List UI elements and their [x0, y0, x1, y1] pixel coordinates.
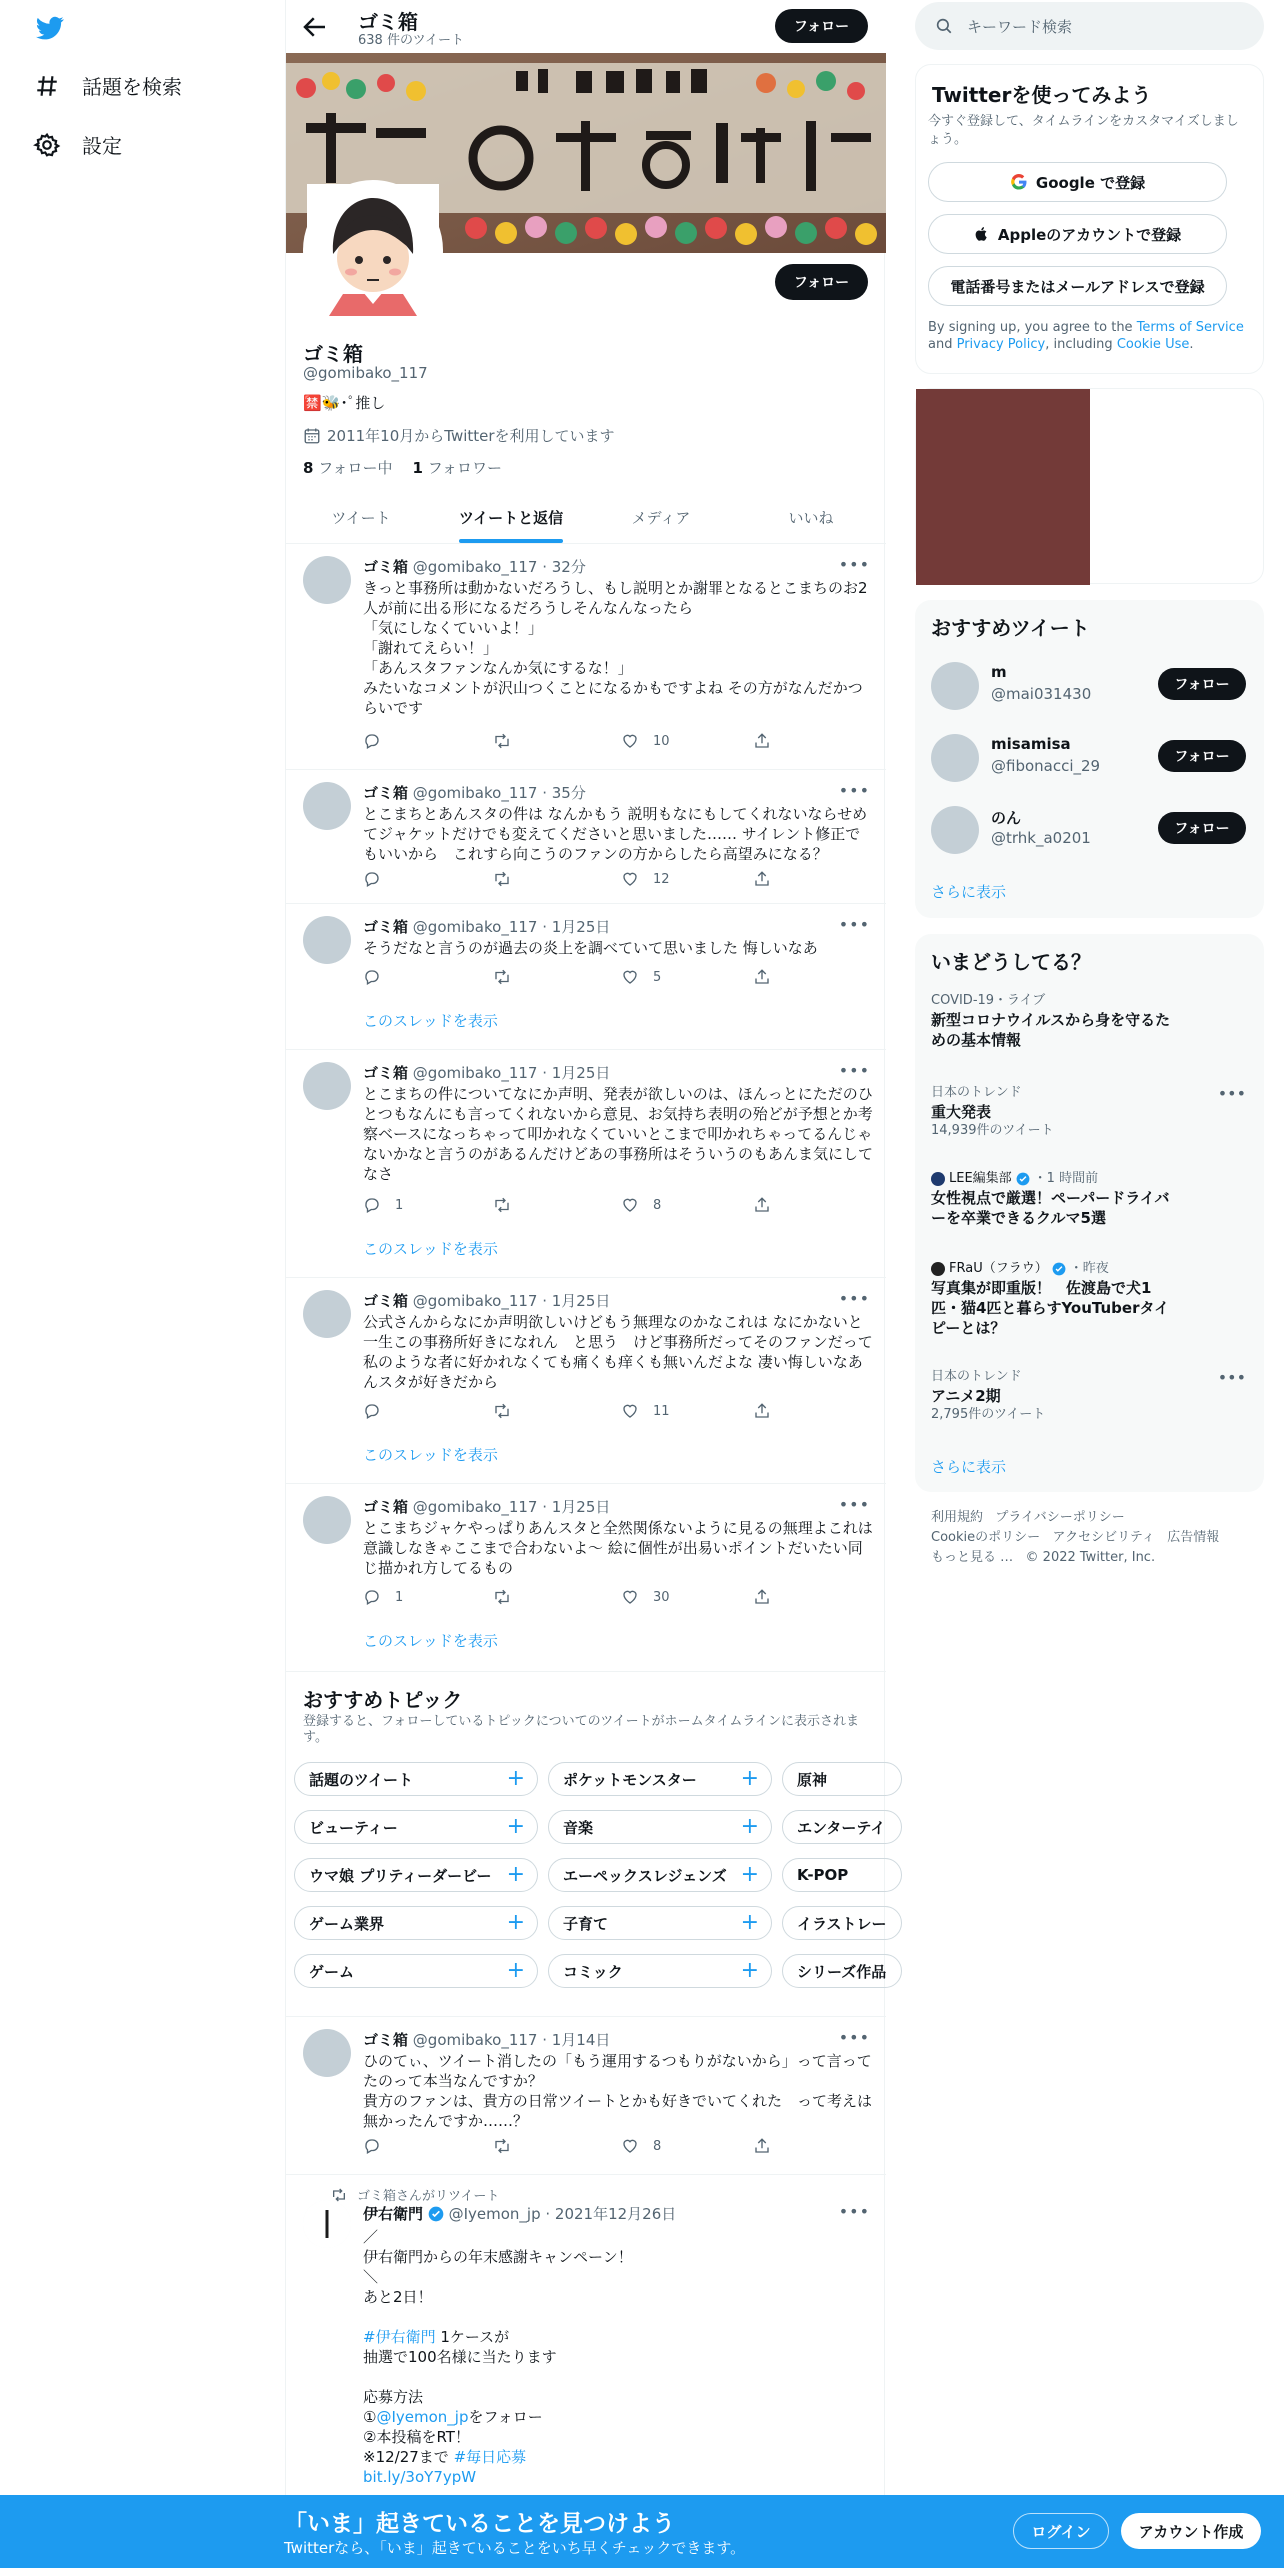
share-icon [753, 1196, 771, 1214]
like-count: 5 [653, 969, 662, 985]
retweet-icon [493, 968, 511, 986]
user-handle: @fibonacci_29 [991, 757, 1101, 775]
tweet-time[interactable]: 35分 [551, 784, 586, 802]
bottom-title: 「いま」起きていることを見つけよう [284, 2511, 675, 2537]
mention-link[interactable]: @Iyemon_jp [376, 2408, 469, 2426]
tweet-actions [363, 732, 793, 752]
apple-signup-button[interactable] [928, 214, 1227, 254]
tweet-author-name[interactable]: ゴミ箱 [363, 558, 409, 576]
retweet-button[interactable] [493, 1402, 525, 1420]
tweet-text: 公式さんからなにか声明欲しいけどもう無理なのかなこれは なにかないと一生この事務所好きになれん と思う けど事務所だってそのファンだって私のような者に好かれなくても痛くも痒くも無いんだよな 凄い悔しいなあんスタが好きだから [363, 1313, 873, 1391]
calendar-icon [303, 427, 321, 445]
like-count: 11 [653, 1403, 670, 1419]
topic-chip[interactable] [782, 1954, 902, 1988]
reply-icon [363, 2137, 381, 2155]
tweet-avatar[interactable] [303, 1290, 351, 1338]
more-icon[interactable]: ••• [838, 2202, 870, 2221]
like-button[interactable] [621, 732, 670, 750]
cookie-link[interactable]: Cookie Use [1116, 337, 1190, 352]
like-button[interactable] [621, 870, 670, 888]
share-button[interactable] [753, 1402, 771, 1420]
tweet-time[interactable]: 1月25日 [551, 1292, 611, 1310]
profile-follow-stats [303, 457, 502, 478]
share-button[interactable] [753, 732, 771, 750]
trend-item[interactable]: FRaU（フラウ） ・昨夜 写真集が即重版！ 佐渡島で犬1匹・猫4匹と暮らすYouTuberタイピーとは？ [931, 1261, 1170, 1337]
retweet-button[interactable] [493, 968, 525, 986]
tweet-text: とこまちの件についてなにか声明、発表が欲しいのは、ほんっとにただのひとつもなんにも言ってくれないから意見、お気持ち表明の殆どが予想とか考察ベースになっちゃって叩かれなくていいとこまで叩かれちゃってるんじゃないかなと言うのがあるんだけどあの事務所はそういうのもあんま気にしてなさ [363, 1085, 874, 1183]
bottom-subtitle: Twitterなら、「いま」起きていることをいち早くチェックできます。 [284, 2539, 746, 2557]
recommended-tweets-card [915, 600, 1264, 918]
nav-settings-label: 設定 [82, 134, 122, 158]
more-icon[interactable]: ••• [838, 915, 870, 934]
like-icon [621, 732, 639, 750]
topic-label: ポケットモンスター [563, 1770, 697, 1789]
footer-accessibility[interactable]: アクセシビリティ [1052, 1530, 1155, 1545]
tab-tweets[interactable]: ツイート [331, 509, 391, 527]
share-icon [753, 968, 771, 986]
tweet-author-name[interactable]: ゴミ箱 [363, 784, 409, 802]
tweet-actions [363, 870, 793, 890]
topic-chip[interactable] [294, 1906, 538, 1940]
user-handle: @trhk_a0201 [991, 829, 1091, 847]
show-thread-link[interactable]: このスレッドを表示 [363, 1632, 498, 1650]
topic-chip[interactable] [782, 1762, 902, 1796]
retweet-time[interactable]: 2021年12月26日 [554, 2205, 677, 2223]
tweet-header: ゴミ箱 @gomibako_117 · 1月25日 [363, 1498, 611, 1516]
tweet-avatar[interactable] [303, 916, 351, 964]
plus-icon[interactable]: + [506, 1910, 525, 1935]
retweet-item[interactable] [286, 2175, 886, 2495]
topic-chip[interactable] [548, 1858, 772, 1892]
topic-label: エーペックスレジェンズ [563, 1866, 727, 1885]
show-thread-link[interactable]: このスレッドを表示 [363, 1446, 498, 1464]
apple-signup-label: Appleのアカウントで登録 [997, 225, 1182, 244]
reply-count: 1 [395, 1589, 404, 1605]
tweet-avatar[interactable] [303, 1496, 351, 1544]
retweet-context [331, 2185, 499, 2204]
tweet-author-name[interactable]: ゴミ箱 [363, 1064, 409, 1082]
tweet-text: そうだなと言うのが過去の炎上を調べていて思いました 悔しいなあ [363, 939, 818, 957]
like-button[interactable] [621, 2137, 661, 2155]
phone-email-signup-button[interactable]: 電話番号またはメールアドレスで登録 [928, 266, 1227, 306]
trends-show-more-link[interactable]: さらに表示 [931, 1458, 1007, 1476]
header-name: ゴミ箱 [358, 10, 418, 34]
retweet-icon [493, 1402, 511, 1420]
trends-card [915, 934, 1264, 1492]
tweet-header: ゴミ箱 @gomibako_117 · 1月14日 [363, 2031, 611, 2049]
reply-icon [363, 1402, 381, 1420]
footer-privacy[interactable]: プライバシーポリシー [995, 1510, 1125, 1525]
tab-media[interactable]: メディア [631, 509, 691, 527]
following-link[interactable] [303, 457, 392, 478]
reply-button[interactable] [363, 1588, 403, 1606]
followers-label: フォロワー [427, 459, 502, 477]
google-signup-label: Google で登録 [1035, 173, 1146, 192]
signup-title: Twitterを使ってみよう [932, 83, 1152, 107]
tweet[interactable] [286, 2017, 886, 2175]
topic-label: ゲーム [309, 1962, 355, 1981]
user-avatar[interactable] [931, 734, 979, 782]
tab-likes[interactable]: いいね [788, 509, 834, 527]
tweet-header: ゴミ箱 @gomibako_117 · 32分 [363, 558, 586, 576]
twitter-logo-icon[interactable] [34, 14, 66, 42]
tweet-author-handle[interactable]: @gomibako_117 [412, 1064, 538, 1082]
tweet-author-handle[interactable]: @gomibako_117 [412, 1498, 538, 1516]
follow-button[interactable]: フォロー [1158, 740, 1246, 772]
tweet-text: きっと事務所は動かないだろうし、もし説明とか謝罪となるとこまちのお2人が前に出る形になるだろうしそんなんなったら 「気にしなくていいよ！」 「謝れてえらい！」 「あんスタファンなんか気にするな！」 みたいなコメントが沢山つくことになるかもですよね その方がなんだかつらいです [363, 579, 868, 717]
like-button[interactable] [621, 1402, 670, 1420]
media-tiles[interactable] [915, 388, 1264, 584]
share-icon [753, 2137, 771, 2155]
topic-chip[interactable] [294, 1762, 538, 1796]
topic-label: コミック [563, 1962, 623, 1981]
hashtag-link[interactable]: #伊右衛門 [363, 2328, 436, 2346]
like-icon [621, 1402, 639, 1420]
topic-label: 子育て [563, 1914, 609, 1933]
topic-label: K-POP [797, 1866, 849, 1884]
profile-follow-button[interactable]: フォロー [775, 264, 868, 300]
reply-icon [363, 1196, 381, 1214]
retweet-icon [493, 1588, 511, 1606]
topic-label: ビューティー [309, 1818, 398, 1837]
trends-title: いまどうしてる？ [931, 950, 1091, 974]
reply-icon [363, 968, 381, 986]
topic-chip[interactable] [782, 1810, 902, 1844]
topic-chip[interactable] [782, 1858, 902, 1892]
reply-button[interactable] [363, 2137, 395, 2155]
retweet-icon [493, 732, 511, 750]
user-name: misamisa [991, 735, 1071, 753]
tweet-author-name[interactable]: ゴミ箱 [363, 2031, 409, 2049]
topic-chip[interactable] [294, 1810, 538, 1844]
tweet-time[interactable]: 32分 [551, 558, 586, 576]
more-icon[interactable]: ••• [1217, 1084, 1246, 1103]
show-thread-link[interactable]: このスレッドを表示 [363, 1012, 498, 1030]
tweet-actions [363, 1402, 793, 1422]
publisher-avatar-icon [931, 1262, 945, 1276]
topic-label: イラストレー [797, 1914, 887, 1933]
reply-button[interactable] [363, 968, 395, 986]
iyemon-logo-icon [303, 2200, 351, 2248]
more-icon[interactable]: ••• [838, 1289, 870, 1308]
retweet-author-handle[interactable]: @Iyemon_jp [448, 2205, 541, 2223]
url-link[interactable]: bit.ly/3oY7ypW [363, 2468, 477, 2486]
tweet-avatar[interactable] [303, 556, 351, 604]
plus-icon[interactable]: + [740, 1910, 759, 1935]
show-more-link[interactable]: さらに表示 [931, 883, 1007, 901]
footer-terms[interactable]: 利用規約 [931, 1510, 984, 1525]
like-count: 30 [653, 1589, 670, 1605]
tweet-time[interactable]: 1月25日 [551, 1498, 611, 1516]
plus-icon[interactable]: + [740, 1958, 759, 1983]
retweet-button[interactable] [493, 870, 525, 888]
tweet-header: ゴミ箱 @gomibako_117 · 35分 [363, 784, 586, 802]
footer-links [931, 1508, 1251, 1568]
search-input[interactable] [915, 2, 1264, 50]
tweet[interactable] [286, 544, 886, 770]
tweet-author-name[interactable]: ゴミ箱 [363, 918, 409, 936]
plus-icon[interactable]: + [506, 1814, 525, 1839]
user-avatar[interactable] [931, 662, 979, 710]
nav-explore[interactable] [34, 71, 182, 100]
avatar-illustration [307, 184, 439, 316]
tweet-author-handle[interactable]: @gomibako_117 [412, 558, 538, 576]
tweet-avatar[interactable] [303, 782, 351, 830]
search-icon [935, 17, 953, 35]
retweet-icon [493, 1196, 511, 1214]
topic-chip[interactable] [548, 1954, 772, 1988]
share-icon [753, 732, 771, 750]
gear-icon [34, 132, 60, 158]
user-handle: @mai031430 [991, 685, 1092, 703]
recommended-user[interactable] [931, 732, 1246, 782]
retweet-by: ゴミ箱さんがリツイート [357, 2189, 500, 2204]
reply-count: 1 [395, 1197, 404, 1213]
following-label: フォロー中 [318, 459, 393, 477]
plus-icon[interactable]: + [506, 1958, 525, 1983]
tweet-text: ひのてぃ、ツイート消したの「もう運用するつもりがないから」って言ってたのって本当なんですか？ 貴方のファンは、貴方の日常ツイートとかも好きでいてくれた って考えは無かったんですか……？ [363, 2052, 872, 2130]
login-button[interactable]: ログイン [1013, 2513, 1109, 2549]
topic-chip[interactable] [294, 1954, 538, 1988]
like-icon [621, 968, 639, 986]
main-column [285, 0, 888, 2568]
tweet-header: ゴミ箱 @gomibako_117 · 1月25日 [363, 1292, 611, 1310]
tweet-author-name[interactable]: ゴミ箱 [363, 1498, 409, 1516]
like-button[interactable] [621, 968, 661, 986]
profile-bio [303, 392, 385, 413]
signup-subtitle: 今すぐ登録して、タイムラインをカスタマイズしましょう。 [928, 114, 1239, 147]
retweet-button[interactable] [493, 732, 525, 750]
like-count: 12 [653, 871, 670, 887]
plus-icon[interactable]: + [506, 1766, 525, 1791]
trend-item[interactable]: 日本のトレンド アニメ2期 2,795件のツイート ••• [931, 1368, 1246, 1422]
signup-legal: By signing up, you agree to the Terms of Service and Privacy Policy, including Cookie Use. [928, 320, 1244, 352]
plus-icon[interactable]: + [740, 1766, 759, 1791]
topic-label: 音楽 [563, 1818, 594, 1837]
show-thread-link[interactable]: このスレッドを表示 [363, 1240, 498, 1258]
share-button[interactable] [753, 2137, 771, 2155]
like-icon [621, 870, 639, 888]
user-name: のん [991, 809, 1022, 827]
tweet-actions [363, 1588, 793, 1608]
topic-label: 話題のツイート [309, 1770, 413, 1789]
signup-button[interactable]: アカウント作成 [1121, 2513, 1261, 2549]
trend-item[interactable]: 日本のトレンド 重大発表 14,939件のツイート ••• [931, 1084, 1246, 1138]
bottom-signup-bar [0, 2495, 1284, 2568]
hashtag-icon [34, 73, 60, 99]
tweet[interactable] [286, 1484, 886, 1672]
bio-text: 🈲🐝･ﾟ推し [303, 394, 386, 412]
tweet[interactable] [286, 1050, 886, 1278]
reply-icon [363, 1588, 381, 1606]
footer-more[interactable]: もっと見る … [931, 1550, 1014, 1565]
recommended-user[interactable] [931, 804, 1246, 854]
share-icon [753, 1402, 771, 1420]
tweet-avatar[interactable] [303, 2029, 351, 2077]
header-follow-button[interactable]: フォロー [775, 9, 868, 43]
trend-item[interactable]: LEE編集部 ・1 時間前 女性視点で厳選！ペーパードライバーを卒業できるクルマ5選 [931, 1171, 1170, 1227]
retweet-author-name[interactable]: 伊右衛門 [363, 2205, 424, 2223]
nav-settings[interactable] [34, 130, 122, 159]
trend-item[interactable]: COVID-19・ライブ 新型コロナウイルスから身を守るための基本情報 [931, 993, 1171, 1049]
tweet-avatar[interactable] [303, 1062, 351, 1110]
profile-avatar[interactable] [303, 180, 443, 320]
nav-explore-label: 話題を検索 [82, 75, 182, 99]
topic-label: エンターテイ [797, 1818, 886, 1837]
tweet-author-handle[interactable]: @gomibako_117 [412, 918, 538, 936]
retweet-button[interactable] [493, 1588, 525, 1606]
tweet-actions [363, 2137, 793, 2157]
privacy-link[interactable]: Privacy Policy [956, 337, 1046, 352]
recommended-title: おすすめツイート [931, 616, 1090, 640]
topic-chip[interactable] [548, 1762, 772, 1796]
media-tile[interactable] [916, 389, 1090, 585]
plus-icon[interactable]: + [506, 1862, 525, 1887]
tweet-actions [363, 968, 793, 988]
share-button[interactable] [753, 1196, 771, 1214]
verified-badge-icon [428, 2206, 444, 2222]
more-icon[interactable]: ••• [838, 555, 870, 574]
like-icon [621, 1196, 639, 1214]
footer-cookie[interactable]: Cookieのポリシー [931, 1530, 1041, 1545]
profile-joined [303, 425, 615, 446]
tweet-author-handle[interactable]: @gomibako_117 [412, 1292, 538, 1310]
tweet-author-handle[interactable]: @gomibako_117 [412, 2031, 538, 2049]
publisher-avatar-icon [931, 1172, 945, 1186]
topics-description: 登録すると、フォローしているトピックについてのツイートがホームタイムラインに表示されます。 [303, 1714, 860, 1745]
search-placeholder: キーワード検索 [967, 17, 1073, 36]
retweet-header: 伊右衛門 @Iyemon_jp · 2021年12月26日 [363, 2205, 677, 2223]
profile-tabs [286, 492, 886, 544]
like-button[interactable] [621, 1588, 670, 1606]
more-icon[interactable]: ••• [1217, 1368, 1246, 1387]
followers-link[interactable] [412, 457, 501, 478]
topic-chip[interactable] [548, 1810, 772, 1844]
reply-icon [363, 870, 381, 888]
footer-ads[interactable]: 広告情報 [1167, 1530, 1220, 1545]
share-button[interactable] [753, 1588, 771, 1606]
more-icon[interactable]: ••• [838, 781, 870, 800]
reply-icon [363, 732, 381, 750]
tweet[interactable] [286, 904, 886, 1050]
share-icon [753, 1588, 771, 1606]
tos-link[interactable]: Terms of Service [1136, 320, 1244, 335]
like-button[interactable] [621, 1196, 661, 1214]
retweet-button[interactable] [493, 2137, 525, 2155]
share-button[interactable] [753, 968, 771, 986]
plus-icon[interactable]: + [740, 1862, 759, 1887]
reply-button[interactable] [363, 1402, 395, 1420]
tweet[interactable] [286, 1278, 886, 1484]
retweet-text: ／ 伊右衛門からの年末感謝キャンペーン！ ＼ あと2日！ #伊右衛門 1ケースが 抽選で100名様に当たります 応募方法 ①@Iyemon_jpをフォロー ②本投稿をRT！ ※12/27まで #毎日応募 bit.ly/3oY7ypW [363, 2228, 633, 2486]
follow-button[interactable]: フォロー [1158, 668, 1246, 700]
tab-tweets-and-replies[interactable]: ツイートと返信 [436, 492, 586, 543]
share-button[interactable] [753, 870, 771, 888]
footer-copyright: © 2022 Twitter, Inc. [1025, 1550, 1156, 1565]
more-icon[interactable]: ••• [838, 2028, 870, 2047]
topic-chip[interactable] [294, 1858, 538, 1892]
like-count: 8 [653, 2138, 662, 2154]
tweet-time[interactable]: 1月25日 [551, 1064, 611, 1082]
topic-chip[interactable] [782, 1906, 902, 1940]
user-name: m [991, 663, 1007, 681]
tweet-author-handle[interactable]: @gomibako_117 [412, 784, 538, 802]
followers-count: 1 [412, 459, 423, 477]
like-icon [621, 1588, 639, 1606]
reply-button[interactable] [363, 870, 395, 888]
tweet-time[interactable]: 1月14日 [551, 2031, 611, 2049]
plus-icon[interactable]: + [740, 1814, 759, 1839]
tweet[interactable] [286, 770, 886, 904]
retweet-button[interactable] [493, 1196, 525, 1214]
tweet-header: ゴミ箱 @gomibako_117 · 1月25日 [363, 1064, 611, 1082]
tweet-header: ゴミ箱 @gomibako_117 · 1月25日 [363, 918, 611, 936]
topic-label: 原神 [797, 1770, 828, 1789]
topics-title: おすすめトピック [303, 1688, 463, 1712]
topic-chip[interactable] [548, 1906, 772, 1940]
verified-badge-icon [1016, 1172, 1030, 1186]
header-tweet-count: 638 件のツイート [358, 33, 465, 48]
recommended-user[interactable] [931, 660, 1246, 710]
more-icon[interactable]: ••• [838, 1061, 870, 1080]
reply-button[interactable] [363, 1196, 403, 1214]
verified-badge-icon [1052, 1262, 1066, 1276]
topic-label: ウマ娘 プリティーダービー [309, 1866, 492, 1885]
hashtag-link[interactable]: #毎日応募 [453, 2448, 527, 2466]
google-signup-button[interactable] [928, 162, 1227, 202]
like-count: 8 [653, 1197, 662, 1213]
joined-text: 2011年10月からTwitterを利用しています [327, 427, 615, 445]
signup-card [915, 64, 1264, 374]
back-arrow-icon[interactable] [300, 12, 330, 42]
topic-label: ゲーム業界 [309, 1914, 385, 1933]
profile-handle: @gomibako_117 [303, 364, 428, 382]
share-icon [753, 870, 771, 888]
retweet-icon [493, 870, 511, 888]
profile-header-bar [286, 0, 886, 53]
more-icon[interactable]: ••• [838, 1495, 870, 1514]
following-count: 8 [303, 459, 314, 477]
reply-button[interactable] [363, 732, 395, 750]
like-icon [621, 2137, 639, 2155]
user-avatar[interactable] [931, 806, 979, 854]
tweet-text: とこまちとあんスタの件は なんかもう 説明もなにもしてくれないならせめてジャケットだけでも変えてくださいと思いました…… サイレント修正でもいいから これすら向こうのファンの方からしたら高望みになる？ [363, 805, 868, 863]
tweet-time[interactable]: 1月25日 [551, 918, 611, 936]
tweet-text: とこまちジャケやっぱりあんスタと全然関係ないように見るの無理よこれは 意識しなきゃここまで合わないよ〜 絵に個性が出易いポイントだいたい同じ描かれ方してるもの [363, 1519, 888, 1577]
topic-label: シリーズ作品 [797, 1962, 887, 1981]
tweet-actions [363, 1196, 793, 1216]
google-icon [1010, 173, 1028, 191]
follow-button[interactable]: フォロー [1158, 812, 1246, 844]
retweet-avatar[interactable] [303, 2200, 351, 2248]
recommended-topics [286, 1672, 886, 2017]
tweet-author-name[interactable]: ゴミ箱 [363, 1292, 409, 1310]
like-count: 10 [653, 733, 670, 749]
retweet-icon [493, 2137, 511, 2155]
apple-icon [974, 225, 990, 243]
profile-name: ゴミ箱 [303, 342, 363, 366]
